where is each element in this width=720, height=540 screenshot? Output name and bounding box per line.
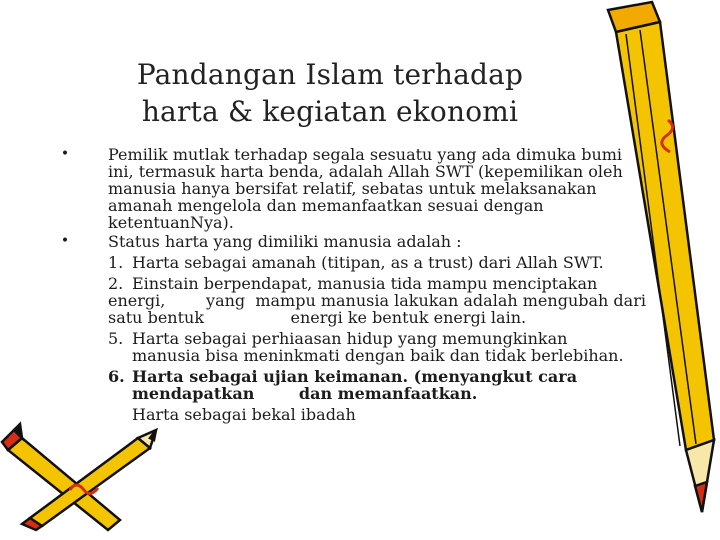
slide-title xyxy=(120,56,540,130)
list-item xyxy=(58,368,658,402)
item-number: 1. xyxy=(108,253,124,272)
item-number: 2. xyxy=(108,274,124,293)
item-line: Einstain berpendapat, manusia tida mampu menciptakan xyxy=(132,274,598,293)
bullet-line: ketentuanNya). xyxy=(108,213,234,232)
bullet-icon: • xyxy=(60,233,70,249)
list-item xyxy=(58,275,658,326)
item-line: Harta sebagai amanah (titipan, as a trust) dari Allah SWT. xyxy=(132,253,604,272)
bullet-line: ini, termasuk harta benda, adalah Allah SWT (kepemilikan oleh xyxy=(108,162,623,181)
list-item xyxy=(58,254,658,271)
list-item xyxy=(58,330,658,364)
bullet-line: amanah mengelola dan memanfaatkan sesuai dengan xyxy=(108,196,544,215)
title-line-2: harta & kegiatan ekonomi xyxy=(141,95,519,128)
slide-body xyxy=(58,146,658,423)
item-line: Harta sebagai perhiaasan hidup yang memungkinkan xyxy=(132,329,568,348)
list-item xyxy=(58,406,658,423)
item-line: energi, yang mampu manusia lakukan adalah mengubah dari xyxy=(108,291,646,310)
item-line: satu bentuk energi ke bentuk energi lain. xyxy=(108,308,527,327)
item-number: 5. xyxy=(108,329,124,348)
bullet-line: manusia hanya bersifat relatif, sebatas untuk melaksanakan xyxy=(108,179,597,198)
item-line: mendapatkan dan memanfaatkan. xyxy=(132,384,478,403)
bullet-item xyxy=(58,233,658,250)
bullet-item xyxy=(58,146,658,231)
title-line-1: Pandangan Islam terhadap xyxy=(136,58,524,91)
bullet-line: Status harta yang dimiliki manusia adalah : xyxy=(108,232,462,251)
bullet-icon: • xyxy=(60,146,70,162)
item-number: 6. xyxy=(108,367,125,386)
item-line: Harta sebagai ujian keimanan. (menyangkut cara xyxy=(132,367,578,386)
item-line: Harta sebagai bekal ibadah xyxy=(132,405,356,424)
item-line: manusia bisa meninkmati dengan baik dan tidak berlebihan. xyxy=(132,346,624,365)
bullet-line: Pemilik mutlak terhadap segala sesuatu yang ada dimuka bumi xyxy=(108,145,623,164)
